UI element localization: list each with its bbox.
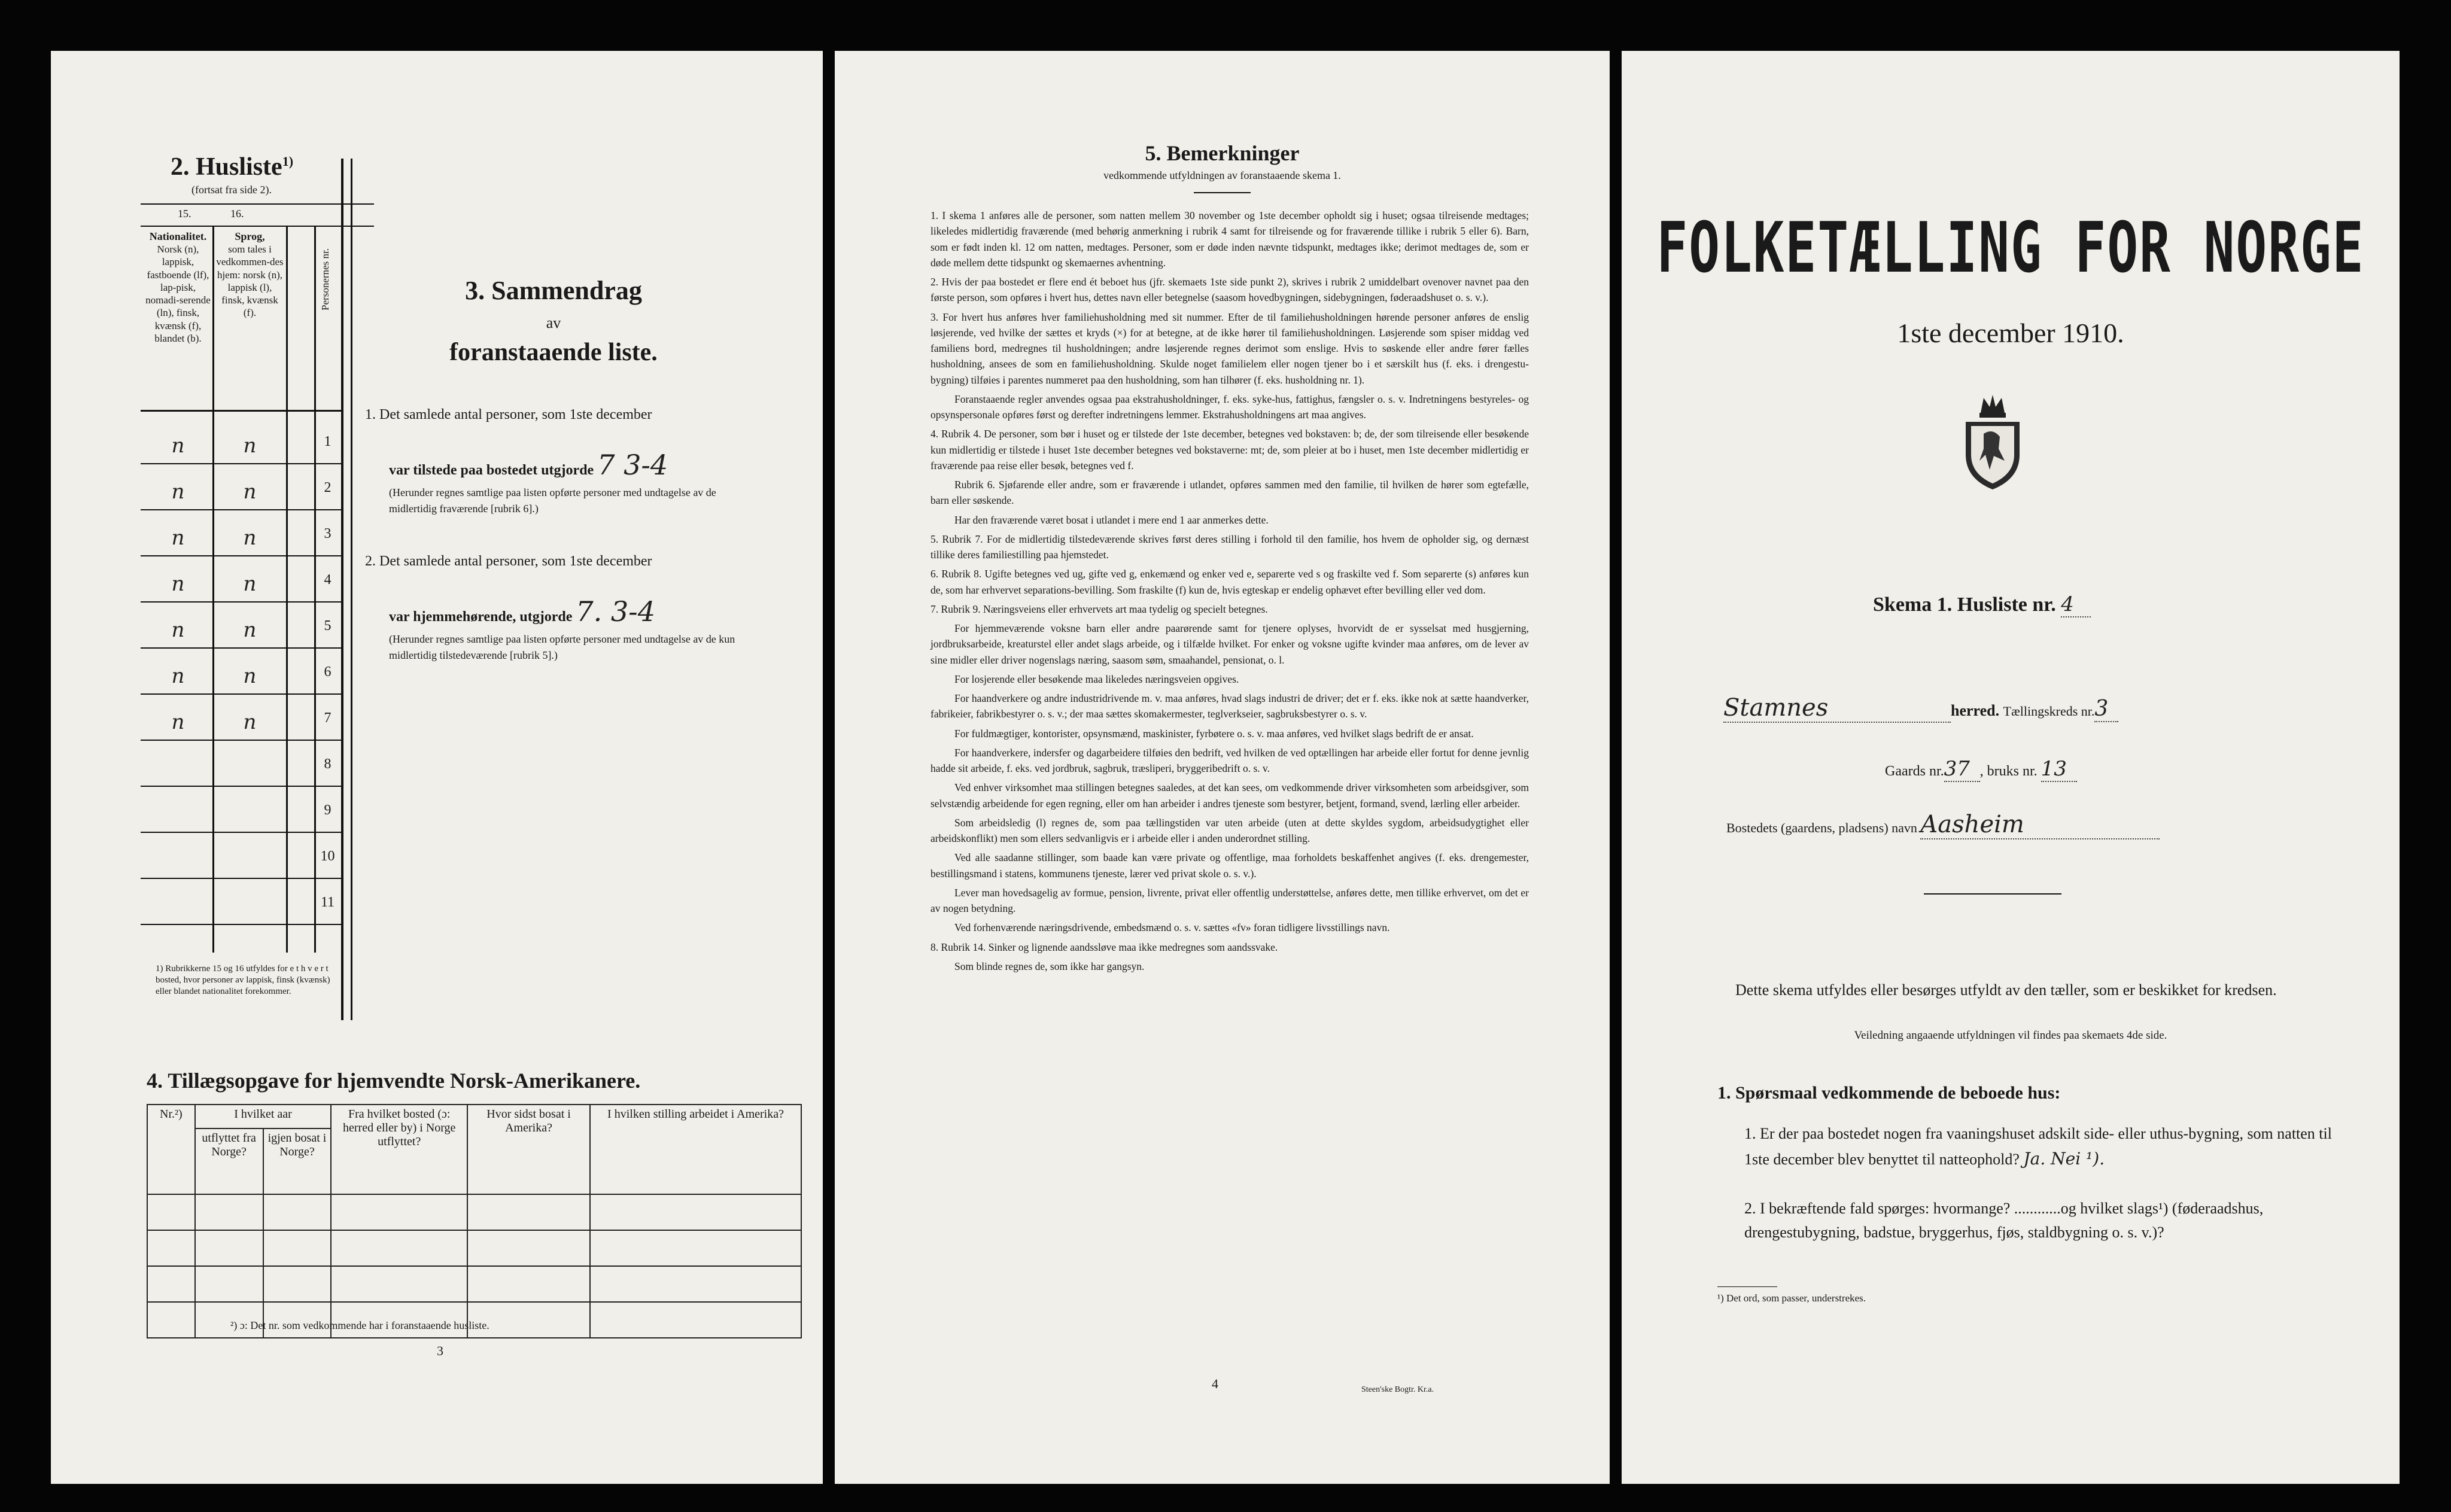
t4-aar-head: I hvilket aar: [195, 1105, 332, 1128]
remark-paragraph: 6. Rubrik 8. Ugifte betegnes ved ug, gifte ved g, enkemænd og enker ved e, separerte ved s og fraskilte ved f. Som separerte (s) anføres kun de, som har erhvervet separations-bevilling. Som fraskilte (f) kun de, hvis egteskap er endelig ophævet efter bevilling eller ved dom.: [930, 568, 1529, 596]
nationality-cell: n: [171, 526, 185, 550]
remark-paragraph: For fuldmægtiger, kontorister, opsynsmænd, maskinister, fyrbøtere o. s. v. maa anføres, ved hvilket slags bedrift de er ansat.: [954, 727, 1474, 740]
gaard-line: Gaards nr.37 , bruks nr. 13: [1885, 757, 2077, 782]
divider: [1924, 893, 2061, 895]
person-nr: 6: [324, 664, 332, 680]
row-divider: [141, 601, 341, 603]
language-cell: n: [243, 434, 257, 458]
remark-paragraph: 4. Rubrik 4. De personer, som bør i huset og er tilstede der 1ste december, betegnes ved bokstaven: b; de, der som tilreisende eller besøkende kun midlertidig er tilstede i huset 1ste december betegnes ved bokstaverne: mt; de, som pleier at bo i huset, men 1ste december midlertidig er fraværende paa reise eller besøk, betegnes ved f.: [930, 428, 1529, 471]
remark-paragraph: Rubrik 6. Sjøfarende eller andre, som er fraværende i utlandet, opføres sammen med den familie, til hvilken de hører som egtefælle, barn eller søskende.: [930, 479, 1529, 507]
row-divider: [141, 647, 341, 649]
husliste-title: 2. Husliste$^{1)}$: [171, 153, 294, 181]
tillaeg-title: 4. Tillægsopgave for hjemvendte Norsk-Amerikanere.: [147, 1069, 641, 1093]
skema-line: Skema 1. Husliste nr. 4: [1873, 592, 2091, 617]
husliste-nr-value: 4: [2061, 592, 2091, 617]
coat-of-arms-icon: [1957, 389, 2029, 491]
t4-fra-head: Fra hvilket bosted (ɔ: herred eller by) i Norge utflyttet?: [331, 1105, 467, 1194]
remark-paragraph: Ved enhver virksomhet maa stillingen betegnes saaledes, at det kan sees, om vedkommende driver virksomheten som arbeidsgiver, som selvstændig arbeidende for egen regning, eller om han arbeider i andres tjeneste som bestyrer, betjent, formand, svend, lærling eller arbeider.: [930, 781, 1529, 810]
kreds-value: 3: [2094, 696, 2118, 722]
remark-paragraph: 8. Rubrik 14. Sinker og lignende aandssløve maa ikke medregnes som aandssvake.: [930, 941, 1278, 953]
person-nr: 7: [324, 710, 332, 726]
remark-paragraph: 3. For hvert hus anføres hver familiehusholdning med sit nummer. Efter de til familiehusholdningen hørende personer anføres de enslig løsjerende, ved hvilke der sættes et kryds (×) for at betegne, at de ikke hører til familiehusholdningen. Løsjerende som spiser middag ved familiens bord, medregnes til husholdningen; andre løsjerende regnes derimot som enslige. Hvis to søskende eller andre fører fælles husholdning, ansees de som en familiehusholdning. Skulde noget familielem eller nogen tjener bo i et særskilt hus (f. eks. i drengestu-bygning) tilføies i parentes nummeret paa den husholdning, som han tilhører (f. eks. husholdning nr. 1).: [930, 311, 1529, 386]
row-divider: [141, 786, 341, 787]
remark-paragraph: Foranstaaende regler anvendes ogsaa paa ekstrahusholdninger, f. eks. syke-hus, fattighus, fængsler o. s. v. Indretningens bestyreles- og opsynspersonale opføres først og derefter indretningens lemmer. Ekstrahusholdningens art maa angives.: [930, 393, 1529, 421]
remark-paragraph: Som blinde regnes de, som ikke har gangsyn.: [954, 960, 1145, 972]
person-nr: 2: [324, 480, 332, 495]
question-2: 2. I bekræftende fald spørges: hvormange? ............og hvilket slags¹) (føderaadshus, drengestubygning, badstue, bryggerhus, fjøs, staldbygning o. s. v.)?: [1744, 1200, 2264, 1242]
remark-paragraph: 2. Hvis der paa bostedet er flere end ét beboet hus (jfr. skemaets 1ste side punkt 2), skrives i rubrik 2 umiddelbart ovenover navnet paa den første person, som opføres i hvert hus, dettes navn eller betegnelse (saasom hovedbygningen, sidebygningen, føderaadshuset o. s. v.).: [930, 276, 1529, 304]
nationality-cell: n: [171, 572, 185, 596]
sum1-text: 1. Det samlede antal personer, som 1ste december: [365, 407, 652, 422]
t4-stilling-head: I hvilken stilling arbeidet i Amerika?: [590, 1105, 801, 1194]
question-title: 1. Spørsmaal vedkommende de beboede hus:: [1717, 1083, 2061, 1103]
sum1-note: (Herunder regnes samtlige paa listen opførte personer med undtagelse av de midlertidig fraværende [rubrik 6].): [389, 486, 716, 515]
census-date: 1ste december 1910.: [1897, 318, 2124, 348]
remark-paragraph: For haandverkere og andre industridrivende m. v. maa anføres, hvad slags industri de driver; det er f. eks. ikke nok at sætte haandverker, fabrikeier, fabrikbestyrer o. s. v.; der maa sættes skomakermester, teglverkseier, sagbruksbestyrer o. s. v.: [930, 692, 1529, 720]
row-divider: [141, 555, 341, 556]
bosted-line: Bostedets (gaardens, pladsens) navn Aasheim: [1726, 811, 2160, 839]
sammendrag-av: av: [546, 314, 561, 331]
remark-paragraph: Har den fraværende været bosat i utlandet i mere end 1 aar anmerkes dette.: [954, 513, 1269, 526]
sammendrag-title: 3. Sammendrag: [465, 276, 642, 305]
person-nr: 4: [324, 572, 332, 588]
herred-value: Stamnes: [1723, 694, 1951, 723]
sum2-value: 7. 3-4: [576, 595, 655, 628]
remark-paragraph: Som arbeidsledig (l) regnes de, som paa tællingstiden var uten arbeide (uten at dette skyldes sygdom, arbeidsudygtighet eller arbeidskonflikt) men som ellers sedvanligvis er i arbeide eller i anden underordnet stilling.: [930, 816, 1529, 844]
sum2-line: var hjemmehørende, utgjorde 7. 3-4: [389, 595, 655, 628]
nationality-cell: n: [171, 618, 185, 642]
bemerkninger-subtitle: vedkommende utfyldningen av foranstaaende skema 1.: [1103, 169, 1341, 181]
intro-text: Dette skema utfyldes eller besørges utfyldt av den tæller, som er beskikket for kredsen.: [1735, 981, 2277, 999]
bemerkninger-body: [930, 208, 1529, 978]
row-divider: [141, 740, 341, 741]
main-title: FOLKETÆLLING FOR NORGE: [1656, 208, 2365, 289]
remark-paragraph: For losjerende eller besøkende maa likeledes næringsveien opgives.: [954, 673, 1239, 685]
col-16-header: Sprog, som tales i vedkommen-des hjem: norsk (n), lappisk (l), finsk, kvænsk (f).: [216, 230, 284, 319]
gaard-value: 37: [1944, 757, 1980, 782]
row-divider: [141, 509, 341, 510]
q1-answer: Ja. Nei ¹).: [2023, 1149, 2105, 1169]
col-15-header: Nationalitet. Norsk (n), lappisk, fastboende (lf), lap-pisk, nomadi-serende (ln), finsk, kvænsk (f), blandet (b).: [145, 230, 211, 344]
col-15-label: 15.: [178, 208, 191, 220]
t4-igjen-head: igjen bosat i Norge?: [263, 1128, 332, 1194]
sum1-value: 7 3-4: [597, 449, 668, 481]
nationality-cell: n: [171, 664, 185, 688]
col-16-label: 16.: [230, 208, 244, 220]
t4-sidst-head: Hvor sidst bosat i Amerika?: [467, 1105, 590, 1194]
language-cell: n: [243, 710, 257, 734]
person-nr: 11: [320, 895, 335, 910]
row-divider: [141, 693, 341, 695]
row-divider: [141, 463, 341, 464]
husliste-subtitle: (fortsat fra side 2).: [191, 184, 272, 196]
person-nr: 5: [324, 618, 332, 634]
remark-paragraph: For hjemmeværende voksne barn eller andre paarørende samt for tjenere oplyses, hvorvidt de er sysselsat med husgjerning, jordbruksarbeide, kreaturstel eller andet slags arbeide, og i tilfælde hvilket. For enker og voksne ugifte kvinder maa anføres, om de lever av sine midler eller driver nogenslags næring, saasom søm, smaahandel, pensionat, o. l.: [930, 622, 1529, 666]
language-cell: n: [243, 480, 257, 504]
language-cell: n: [243, 572, 257, 596]
sum2-text: 2. Det samlede antal personer, som 1ste december: [365, 553, 652, 569]
intro-note: Veiledning angaaende utfyldningen vil findes paa skemaets 4de side.: [1854, 1029, 2167, 1042]
cover-footnote: ¹) Det ord, som passer, understrekes.: [1717, 1292, 1866, 1304]
row-divider: [141, 832, 341, 833]
language-cell: n: [243, 526, 257, 550]
question-1: 1. Er der paa bostedet nogen fra vaaningshuset adskilt side- eller uthus-bygning, som natten til 1ste december blev benyttet til natteophold? Ja. Nei ¹).: [1744, 1125, 2332, 1169]
person-nr: 9: [324, 802, 332, 818]
sammendrag-subtitle: foranstaaende liste.: [449, 339, 658, 366]
page-middle: [835, 51, 1610, 1484]
tillaeg-table: [147, 1104, 802, 1338]
person-nr: 8: [324, 756, 332, 772]
page-cover: [1622, 51, 2400, 1484]
remark-paragraph: 1. I skema 1 anføres alle de personer, som natten mellem 30 november og 1ste december opholdt sig i huset; ogsaa tilreisende medtages; likeledes midlertidig fraværende (med behørig anmerkning i rubrik 4 samt for tilreisende og for fraværende tillike i rubrik 5 eller 6). Barn, som er født inden kl. 12 om natten, medtages. Personer, som er døde inden nævnte tidspunkt, medtages ikke; derimot medtages de, som er døde mellem dette tidspunkt og skemaernes avhentning.: [930, 209, 1529, 269]
remark-paragraph: Lever man hovedsagelig av formue, pension, livrente, privat eller offentlig understøttelse, anføres dette, men tillike erhvervet, om det er av nogen betydning.: [930, 886, 1529, 914]
persnr-header: Personernes nr.: [320, 248, 331, 311]
page-left: [51, 51, 823, 1484]
language-cell: n: [243, 664, 257, 688]
nationality-cell: n: [171, 434, 185, 458]
page-number-4: 4: [1212, 1376, 1218, 1391]
husliste-footnote: 1) Rubrikkerne 15 og 16 utfyldes for e t h v e r t bosted, hvor personer av lappisk, finsk (kvænsk) eller blandet nationalitet forekommer.: [156, 964, 330, 996]
bosted-value: Aasheim: [1920, 811, 2160, 839]
bemerkninger-title: 5. Bemerkninger: [1145, 141, 1300, 165]
row-divider: [141, 924, 341, 925]
person-nr: 1: [324, 434, 332, 449]
sum2-note: (Herunder regnes samtlige paa listen opførte personer med undtagelse av de kun midlertidig tilstedeværende [rubrik 5].): [389, 633, 735, 661]
remark-paragraph: Ved alle saadanne stillinger, som baade kan være private og offentlige, maa forholdets beskaffenhet angives (f. eks. drengemester, bestillingsmand i statens, kommunens tjeneste, lærer ved privat skole o. s. v.).: [930, 851, 1529, 880]
tillaeg-footnote: ²) ɔ: Det nr. som vedkommende har i foranstaaende husliste.: [230, 1319, 489, 1331]
printer-mark: Steen'ske Bogtr. Kr.a.: [1361, 1385, 1434, 1394]
remark-paragraph: 7. Rubrik 9. Næringsveiens eller erhvervets art maa tydelig og specielt betegnes.: [930, 603, 1268, 615]
language-cell: n: [243, 618, 257, 642]
person-nr: 3: [324, 526, 332, 541]
bruk-value: 13: [2041, 757, 2077, 782]
herred-line: Stamnes herred. Tællingskreds nr.3: [1723, 694, 2322, 723]
person-nr: 10: [320, 848, 335, 864]
page-number-3: 3: [437, 1343, 443, 1358]
remark-paragraph: Ved forhenværende næringsdrivende, embedsmænd o. s. v. sættes «fv» foran tidligere livsstillings navn.: [954, 921, 1390, 934]
nationality-cell: n: [171, 480, 185, 504]
remark-paragraph: For haandverkere, indersfer og dagarbeidere tilføies den bedrift, ved hvilken de ved optællingen har arbeide eller fortut for denne jevnlig hadde sit arbeide, f. eks. ved jordbruk, sagbruk, træsliperi, bryggeribedrift o. s. v.: [930, 746, 1529, 774]
t4-nr-head: Nr.²): [147, 1105, 195, 1194]
t4-utflyttet-head: utflyttet fra Norge?: [195, 1128, 263, 1194]
remark-paragraph: 5. Rubrik 7. For de midlertidig tilstedeværende skrives først deres stilling i forhold til den familie, hos hvem de opholder sig, og dernæst tillike deres familiestilling paa hjemstedet.: [930, 533, 1529, 561]
row-divider: [141, 878, 341, 879]
sum1-line: var tilstede paa bostedet utgjorde 7 3-4: [389, 449, 668, 481]
nationality-cell: n: [171, 710, 185, 734]
